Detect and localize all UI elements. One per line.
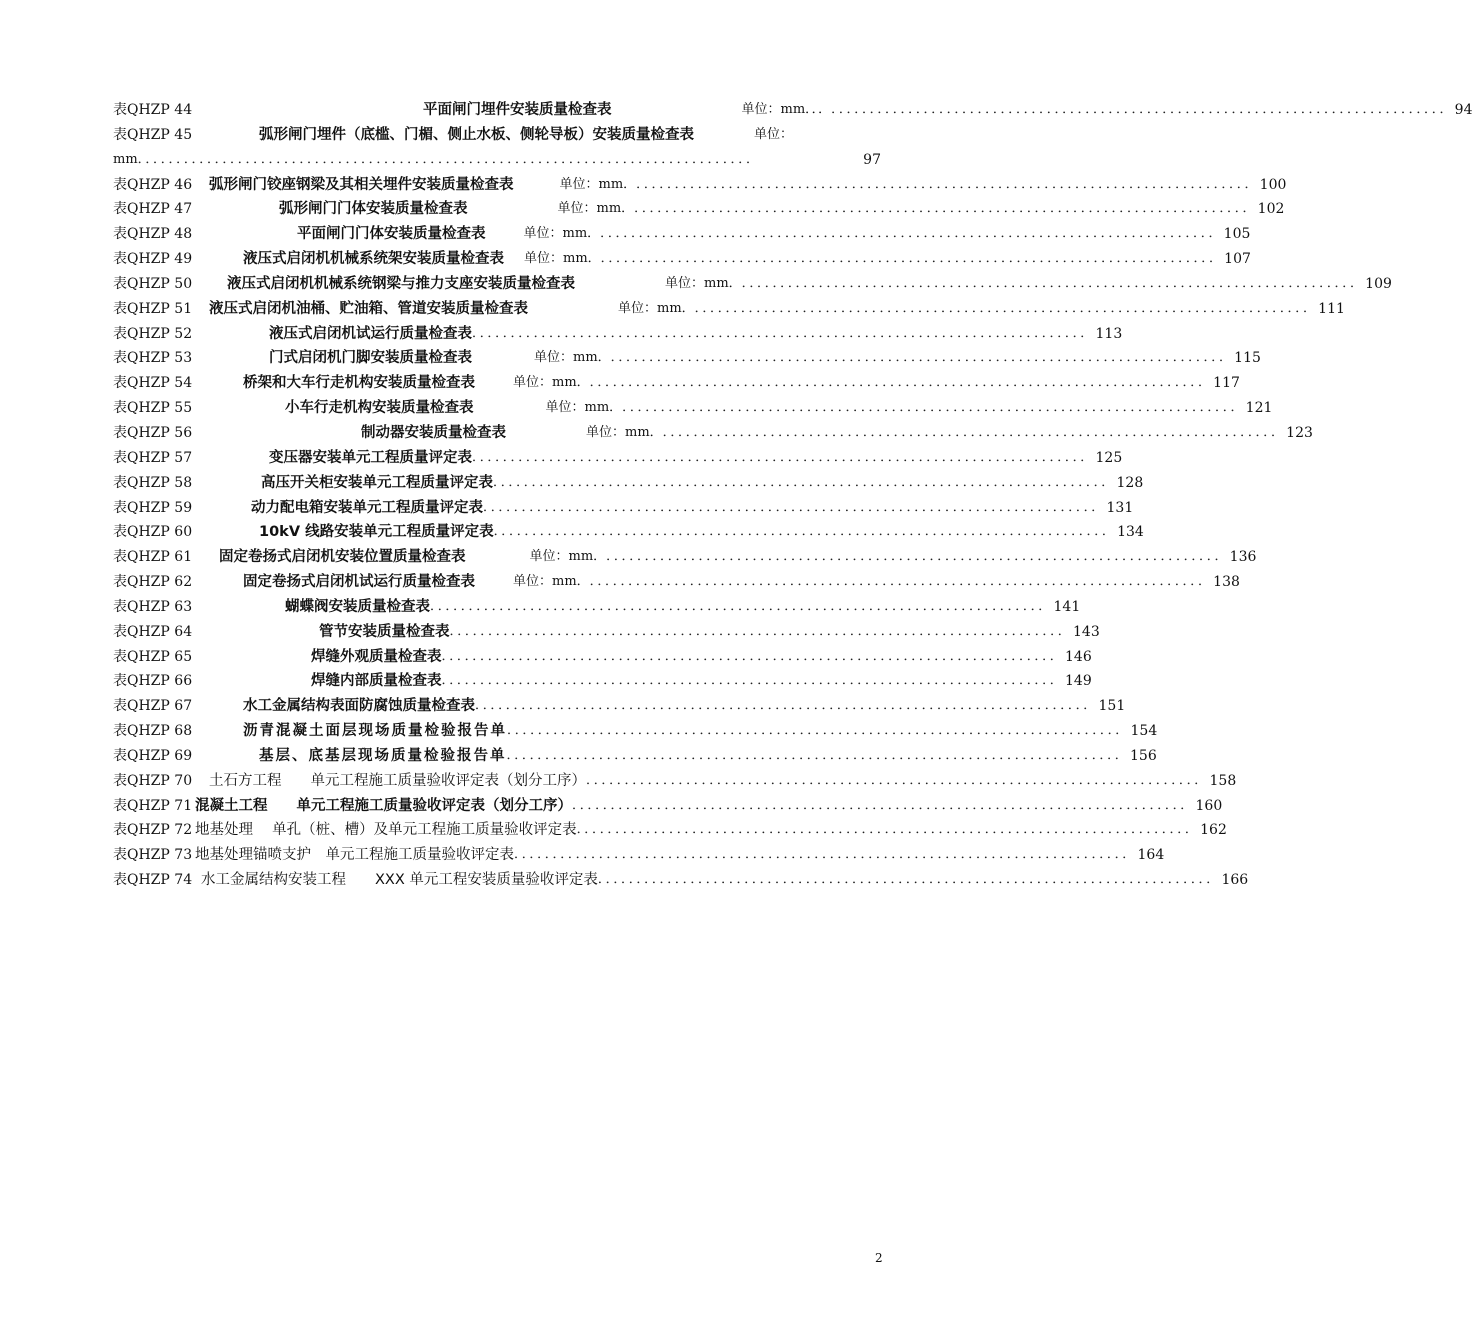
toc-entry[interactable] — [113, 173, 1287, 198]
toc-entry-code: 表QHZP 70 — [113, 772, 193, 789]
toc-entry-page: 136 — [1229, 549, 1257, 566]
toc-entry-title: 沥青混凝土面层现场质量检验报告单 — [243, 723, 507, 740]
dot-leader: ．．．．．．．．．．．．．．．．．．．．．．．．．．．．．．．．．．．．．．．．．．．．．．．．．．．．．．．．．．．．．．．．．．．．．．．．．．．．．．．． — [586, 772, 1209, 788]
toc-entry-code: 表QHZP 64 — [113, 623, 193, 640]
toc-entry[interactable] — [113, 843, 1165, 868]
toc-entry-code: 表QHZP 63 — [113, 598, 193, 615]
toc-entry-page: 156 — [1130, 747, 1157, 764]
toc-entry-code: 表QHZP 59 — [113, 499, 193, 516]
toc-entry-page: 162 — [1200, 822, 1227, 839]
toc-entry[interactable] — [113, 818, 1227, 843]
dot-leader: ．．．．．．．．．．．．．．．．．．．．．．．．．．．．．．．．．．．．．．．．．．．．．．．．．．．．．．．．．．．．．．．．．．．．．．．．．．．．．．．． — [662, 424, 1286, 440]
dot-leader: ．．．．．．．．．．．．．．．．．．．．．．．．．．．．．．．．．．．．．．．．．．．．．．．．．．．．．．．．．．．．．．．．．．．．．．．．．．．．．．．． — [597, 872, 1221, 888]
toc-entry[interactable] — [113, 222, 1251, 247]
toc-entry-unit: 单位：mm． — [557, 201, 635, 217]
toc-entry-unit-wrap: mm — [113, 151, 138, 167]
dot-leader: ．．．．．．．．．．．．．．．．．．．．．．．．．．．．．．．．．．．．．．．．．．．．．．．．．．．．．．．．．．．．．．．．．．．．．．．．．．．．．．．． — [514, 847, 1137, 863]
toc-entry-code: 表QHZP 57 — [113, 449, 193, 466]
toc-entry-page: 141 — [1053, 598, 1081, 615]
dot-leader: ．．．．．．．．．．．．．．．．．．．．．．．．．．．．．．．．．．．．．．．．．．．．．．．．．．．．．．．．．．．．．．．．．．．．．．．．．．．．．．．． — [600, 251, 1224, 267]
toc-entry-title: 制动器安装质量检查表 — [361, 424, 506, 441]
toc-entry[interactable] — [113, 247, 1251, 272]
toc-entry-page: 166 — [1221, 872, 1249, 889]
toc-entry-title: 弧形闸门埋件（底槛、门楣、侧止水板、侧轮导板）安装质量检查表 — [259, 126, 694, 143]
dot-leader: ．．．．．．．．．．．．．．．．．．．．．．．．．．．．．．．．．．．．．．．．．．．．．．．．．．．．．．．．．．．．．．．．．．．．．．．．．．．．．．．． — [137, 151, 761, 167]
dot-leader: ．．．．．．．．．．．．．．．．．．．．．．．．．．．．．．．．．．．．．．．．．．．．．．．．．．．．．．．．．．．．．．．．．．．．．．．．．．．．．．．． — [589, 375, 1213, 391]
toc-entry-unit: 单位：mm． — [534, 350, 611, 366]
toc-entry-code: 表QHZP 68 — [113, 723, 193, 740]
toc-entry[interactable] — [113, 346, 1261, 371]
toc-entry[interactable] — [113, 794, 1223, 819]
toc-entry-unit: 单位：mm． — [523, 226, 601, 242]
toc-entry-page: 109 — [1365, 275, 1392, 292]
toc-entry-page: 115 — [1234, 350, 1261, 367]
toc-entry-code: 表QHZP 62 — [113, 574, 193, 591]
toc-entry-page: 94 — [1454, 102, 1473, 118]
toc-entry-page: 164 — [1137, 847, 1165, 864]
toc-entry-unit: 单位：mm． — [529, 549, 607, 565]
toc-entry-unit: 单位：mm． — [665, 275, 742, 291]
toc-entry-page: 146 — [1065, 648, 1092, 665]
toc-entry[interactable] — [113, 98, 1473, 123]
toc-entry-title: 10kV 线路安装单元工程质量评定表 — [259, 524, 494, 541]
toc-entry-title: 蝴蝶阀安装质量检查表 — [285, 598, 430, 615]
toc-entry-code: 表QHZP 44 — [113, 102, 193, 118]
toc-entry-unit: 单位：mm． — [586, 424, 663, 440]
toc-entry-title: 高压开关柜安装单元工程质量评定表 — [261, 474, 493, 491]
toc-entry-code: 表QHZP 50 — [113, 275, 193, 292]
dot-leader: ．．．．．．．．．．．．．．．．．．．．．．．．．．．．．．．．．．．．．．．．．．．．．．．．．．．．．．．．．．．．．．．．．．．．．．．．．．．．．．．． — [831, 102, 1454, 117]
toc-entry-page: 125 — [1095, 449, 1123, 466]
dot-leader: ．．．．．．．．．．．．．．．．．．．．．．．．．．．．．．．．．．．．．．．．．．．．．．．．．．．．．．．．．．．．．．．．．．．．．．．．．．．．．．．． — [441, 673, 1065, 689]
toc-entry-code: 表QHZP 47 — [113, 201, 193, 218]
toc-entry-title: 弧形闸门门体安装质量检查表 — [279, 201, 468, 218]
toc-entry[interactable] — [113, 496, 1134, 521]
toc-entry-unit: 单位： — [754, 126, 794, 142]
toc-entry-title: 桥架和大车行走机构安装质量检查表 — [243, 375, 475, 392]
toc-entry-page: 113 — [1095, 325, 1123, 342]
toc-entry-code: 表QHZP 73 — [113, 847, 193, 864]
toc-entry[interactable] — [113, 744, 1157, 769]
toc-entry[interactable] — [113, 545, 1257, 570]
toc-entry-title: 管节安装质量检查表 — [319, 623, 450, 640]
toc-entry[interactable] — [113, 371, 1240, 396]
toc-entry-code: 表QHZP 45 — [113, 126, 193, 143]
toc-entry-title: 地基处理 单孔（桩、槽）及单元工程施工质量验收评定表 — [195, 822, 577, 839]
toc-entry-page: 97 — [863, 151, 881, 168]
toc-entry-title: 门式启闭机门脚安装质量检查表 — [269, 350, 472, 367]
toc-entry[interactable] — [113, 669, 1092, 694]
toc-entry-code: 表QHZP 49 — [113, 251, 193, 268]
toc-entry-page: 121 — [1245, 400, 1273, 417]
table-of-contents — [113, 98, 1473, 893]
dot-leader: ．．．．．．．．．．．．．．．．．．．．．．．．．．．．．．．．．．．．．．．．．．．．．．．．．．．．．．．．．．．．．．．．．．．．．．．．．．．．．．．． — [694, 300, 1318, 316]
toc-entry-page: 117 — [1213, 375, 1240, 392]
toc-entry-code: 表QHZP 66 — [113, 673, 193, 690]
toc-entry[interactable] — [113, 322, 1123, 347]
toc-entry-code: 表QHZP 65 — [113, 648, 193, 665]
toc-entry-code: 表QHZP 71 — [113, 797, 193, 814]
toc-entry-code: 表QHZP 52 — [113, 325, 193, 342]
dot-leader: ．．．．．．．．．．．．．．．．．．．．．．．．．．．．．．．．．．．．．．．．．．．．．．．．．．．．．．．．．．．．．．．．．．．．．．．．．．．．．．．． — [622, 400, 1245, 416]
toc-entry[interactable] — [113, 694, 1126, 719]
toc-entry-page: 100 — [1259, 176, 1287, 193]
toc-entry-title: 水工金属结构安装工程 XXX 单元工程安装质量验收评定表 — [201, 872, 598, 889]
dot-leader: ．．．．．．．．．．．．．．．．．．．．．．．．．．．．．．．．．．．．．．．．．．．．．．．．．．．．．．．．．．．．．．．．．．．．．．．．．．．．．．．． — [589, 574, 1213, 590]
toc-entry-code: 表QHZP 58 — [113, 474, 193, 491]
dot-leader: ．．．．．．．．．．．．．．．．．．．．．．．．．．．．．．．．．．．．．．．．．．．．．．．．．．．．．．．．．．．．．．．．．．．．．．．．．．．．．．．． — [636, 176, 1259, 192]
toc-entry-page: 134 — [1117, 524, 1144, 541]
toc-entry[interactable] — [113, 197, 1285, 222]
toc-entry-page: 154 — [1130, 723, 1158, 740]
toc-entry-unit: 单位：mm．．． — [741, 102, 832, 117]
toc-entry-title: 混凝土工程 单元工程施工质量验收评定表（划分工序） — [195, 797, 572, 814]
toc-entry-continuation[interactable] — [113, 148, 881, 173]
dot-leader: ．．．．．．．．．．．．．．．．．．．．．．．．．．．．．．．．．．．．．．．．．．．．．．．．．．．．．．．．．．．．．．．．．．．．．．．．．．．．．．．． — [741, 275, 1365, 291]
toc-entry-title: 液压式启闭机机械系统钢梁与推力支座安装质量检查表 — [227, 275, 575, 292]
toc-entry-unit: 单位：mm． — [618, 300, 695, 316]
toc-entry-code: 表QHZP 51 — [113, 300, 193, 317]
toc-entry[interactable] — [113, 719, 1158, 744]
toc-entry-page: 143 — [1073, 623, 1100, 640]
dot-leader: ．．．．．．．．．．．．．．．．．．．．．．．．．．．．．．．．．．．．．．．．．．．．．．．．．．．．．．．．．．．．．．．．．．．．．．．．．．．．．．．． — [472, 449, 1095, 465]
toc-entry-code: 表QHZP 72 — [113, 822, 193, 839]
dot-leader: ．．．．．．．．．．．．．．．．．．．．．．．．．．．．．．．．．．．．．．．．．．．．．．．．．．．．．．．．．．．．．．．．．．．．．．．．．．．．．．．． — [634, 201, 1257, 217]
toc-entry[interactable] — [113, 595, 1081, 620]
toc-entry-title: 小车行走机构安装质量检查表 — [285, 400, 474, 417]
toc-entry-page: 123 — [1286, 424, 1313, 441]
toc-entry[interactable] — [113, 645, 1092, 670]
toc-entry[interactable] — [113, 620, 1100, 645]
toc-entry-code: 表QHZP 48 — [113, 226, 193, 243]
toc-entry[interactable] — [113, 421, 1313, 446]
toc-entry-code: 表QHZP 55 — [113, 400, 193, 417]
toc-entry-unit: 单位：mm． — [559, 176, 637, 192]
toc-entry[interactable] — [113, 396, 1273, 421]
toc-entry-title: 液压式启闭机试运行质量检查表 — [269, 325, 472, 342]
dot-leader: ．．．．．．．．．．．．．．．．．．．．．．．．．．．．．．．．．．．．．．．．．．．．．．．．．．．．．．．．．．．．．．．．．．．．．．．．．．．．．．．． — [483, 499, 1106, 515]
toc-entry-title: 地基处理锚喷支护 单元工程施工质量验收评定表 — [195, 847, 514, 864]
toc-entry-page: 111 — [1318, 300, 1345, 317]
dot-leader: ．．．．．．．．．．．．．．．．．．．．．．．．．．．．．．．．．．．．．．．．．．．．．．．．．．．．．．．．．．．．．．．．．．．．．．．．．．．．．．．． — [475, 698, 1098, 714]
toc-entry-code: 表QHZP 60 — [113, 524, 193, 541]
dot-leader: ．．．．．．．．．．．．．．．．．．．．．．．．．．．．．．．．．．．．．．．．．．．．．．．．．．．．．．．．．．．．．．．．．．．．．．．．．．．．．．．． — [572, 797, 1195, 813]
dot-leader: ．．．．．．．．．．．．．．．．．．．．．．．．．．．．．．．．．．．．．．．．．．．．．．．．．．．．．．．．．．．．．．．．．．．．．．．．．．．．．．．． — [441, 648, 1065, 664]
toc-entry-page: 102 — [1257, 201, 1285, 218]
toc-entry-unit: 单位：mm． — [545, 400, 623, 416]
toc-entry-page: 158 — [1209, 772, 1237, 789]
toc-entry[interactable] — [113, 471, 1144, 496]
toc-entry-code: 表QHZP 54 — [113, 375, 193, 392]
dot-leader: ．．．．．．．．．．．．．．．．．．．．．．．．．．．．．．．．．．．．．．．．．．．．．．．．．．．．．．．．．．．．．．．．．．．．．．．．．．．．．．．． — [493, 524, 1117, 540]
dot-leader: ．．．．．．．．．．．．．．．．．．．．．．．．．．．．．．．．．．．．．．．．．．．．．．．．．．．．．．．．．．．．．．．．．．．．．．．．．．．．．．．． — [472, 325, 1095, 341]
toc-entry[interactable] — [113, 520, 1144, 545]
toc-entry-title: 动力配电箱安装单元工程质量评定表 — [251, 499, 483, 516]
toc-entry-code: 表QHZP 69 — [113, 747, 193, 764]
toc-entry-title: 焊缝内部质量检查表 — [311, 673, 442, 690]
toc-entry-page: 151 — [1098, 698, 1126, 715]
toc-entry-title: 水工金属结构表面防腐蚀质量检查表 — [243, 698, 475, 715]
toc-entry[interactable] — [113, 769, 1237, 794]
toc-entry-unit: 单位：mm． — [513, 375, 590, 391]
toc-entry-title: 平面闸门埋件安装质量检查表 — [423, 102, 612, 118]
toc-entry-page: 160 — [1195, 797, 1223, 814]
toc-entry-unit: 单位：mm． — [513, 574, 590, 590]
toc-entry-code: 表QHZP 56 — [113, 424, 193, 441]
toc-entry-page: 105 — [1223, 226, 1251, 243]
toc-entry-page: 107 — [1224, 251, 1251, 268]
toc-entry-title: 平面闸门门体安装质量检查表 — [297, 226, 486, 243]
toc-entry-code: 表QHZP 46 — [113, 176, 193, 193]
toc-entry-page: 138 — [1213, 574, 1240, 591]
toc-entry[interactable] — [113, 446, 1123, 471]
dot-leader: ．．．．．．．．．．．．．．．．．．．．．．．．．．．．．．．．．．．．．．．．．．．．．．．．．．．．．．．．．．．．．．．．．．．．．．．．．．．．．．．． — [449, 623, 1073, 639]
dot-leader: ．．．．．．．．．．．．．．．．．．．．．．．．．．．．．．．．．．．．．．．．．．．．．．．．．．．．．．．．．．．．．．．．．．．．．．．．．．．．．．．． — [606, 549, 1229, 565]
toc-entry-code: 表QHZP 53 — [113, 350, 193, 367]
dot-leader: ．．．．．．．．．．．．．．．．．．．．．．．．．．．．．．．．．．．．．．．．．．．．．．．．．．．．．．．．．．．．．．．．．．．．．．．．．．．．．．．． — [600, 226, 1223, 242]
toc-entry-title: 土石方工程 单元工程施工质量验收评定表（划分工序） — [209, 772, 586, 789]
toc-entry-title: 基层、底基层现场质量检验报告单 — [259, 747, 507, 764]
dot-leader: ．．．．．．．．．．．．．．．．．．．．．．．．．．．．．．．．．．．．．．．．．．．．．．．．．．．．．．．．．．．．．．．．．．．．．．．．．．．．．．．． — [506, 747, 1130, 763]
toc-entry[interactable] — [113, 868, 1249, 893]
toc-entry-title: 变压器安装单元工程质量评定表 — [269, 449, 472, 466]
toc-entry[interactable] — [113, 570, 1240, 595]
toc-entry-page: 149 — [1065, 673, 1092, 690]
toc-entry-code: 表QHZP 74 — [113, 872, 193, 889]
toc-entry-title: 液压式启闭机机械系统架安装质量检查表 — [243, 251, 504, 268]
page-number: 2 — [875, 1251, 883, 1265]
toc-entry[interactable] — [113, 123, 881, 148]
toc-entry[interactable] — [113, 297, 1345, 322]
toc-entry-page: 131 — [1106, 499, 1134, 516]
dot-leader: ．．．．．．．．．．．．．．．．．．．．．．．．．．．．．．．．．．．．．．．．．．．．．．．．．．．．．．．．．．．．．．．．．．．．．．．．．．．．．．．． — [576, 822, 1200, 838]
toc-entry-code: 表QHZP 61 — [113, 549, 193, 566]
toc-entry-code: 表QHZP 67 — [113, 698, 193, 715]
toc-entry[interactable] — [113, 272, 1392, 297]
toc-entry-page: 128 — [1116, 474, 1144, 491]
dot-leader: ．．．．．．．．．．．．．．．．．．．．．．．．．．．．．．．．．．．．．．．．．．．．．．．．．．．．．．．．．．．．．．．．．．．．．．．．．．．．．．．． — [610, 350, 1234, 366]
dot-leader: ．．．．．．．．．．．．．．．．．．．．．．．．．．．．．．．．．．．．．．．．．．．．．．．．．．．．．．．．．．．．．．．．．．．．．．．．．．．．．．．． — [430, 598, 1053, 614]
dot-leader: ．．．．．．．．．．．．．．．．．．．．．．．．．．．．．．．．．．．．．．．．．．．．．．．．．．．．．．．．．．．．．．．．．．．．．．．．．．．．．．．． — [493, 474, 1116, 490]
toc-entry-unit: 单位：mm． — [524, 251, 601, 267]
toc-entry-title: 焊缝外观质量检查表 — [311, 648, 442, 665]
toc-entry-title: 弧形闸门铰座钢梁及其相关埋件安装质量检查表 — [209, 176, 514, 193]
toc-entry-title: 液压式启闭机油桶、贮油箱、管道安装质量检查表 — [209, 300, 528, 317]
dot-leader: ．．．．．．．．．．．．．．．．．．．．．．．．．．．．．．．．．．．．．．．．．．．．．．．．．．．．．．．．．．．．．．．．．．．．．．．．．．．．．．．． — [507, 723, 1130, 739]
toc-entry-title: 固定卷扬式启闭机试运行质量检查表 — [243, 574, 475, 591]
toc-entry-title: 固定卷扬式启闭机安装位置质量检查表 — [219, 549, 466, 566]
